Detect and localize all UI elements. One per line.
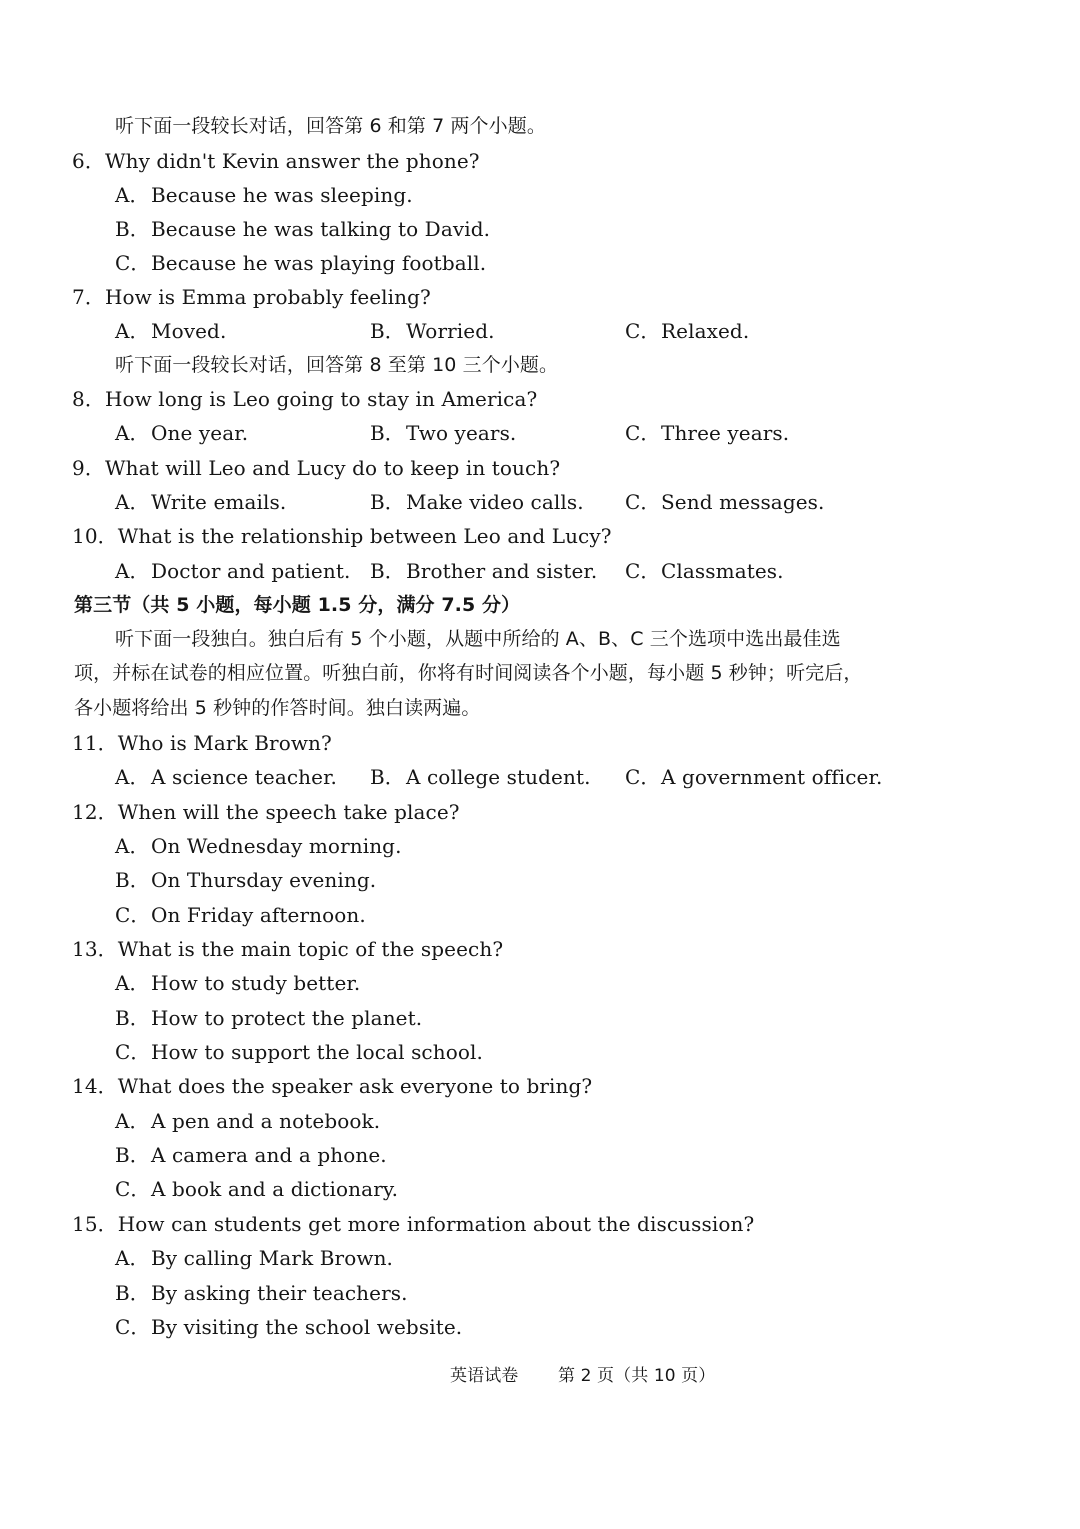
section-3-directions-line2: 项，并标在试卷的相应位置。听独白前，你将有时间阅读各个小题，每小题 5 秒钟；听完后， [74,662,863,684]
question-number: 10． [72,524,118,548]
option-10c: C．Classmates. [625,559,784,583]
question-text: When will the speech take place? [117,800,460,824]
option-10b: B．Brother and sister. [370,559,598,583]
option-8c: C．Three years. [625,421,790,445]
footer-page-number: 第 2 页（共 10 页） [558,1366,716,1386]
question-12 [72,798,460,826]
question-15 [72,1210,754,1238]
option-14a: A．A pen and a notebook. [115,1109,381,1133]
option-9b: B．Make video calls. [370,490,584,514]
instruction-q8-10: 听下面一段较长对话，回答第 8 至第 10 三个小题。 [115,354,559,376]
option-10a: A．Doctor and patient. [115,559,351,583]
option-12a: A．On Wednesday morning. [115,834,402,858]
question-7 [72,283,431,311]
option-14c: C．A book and a dictionary. [115,1177,399,1201]
option-6a: A．Because he was sleeping. [115,183,413,207]
question-text: How is Emma probably feeling? [104,285,431,309]
question-14 [72,1072,592,1100]
option-6b: B．Because he was talking to David. [115,217,491,241]
question-text: Why didn't Kevin answer the phone? [104,149,480,173]
question-number: 14． [72,1074,118,1098]
option-9a: A．Write emails. [115,490,287,514]
instruction-q6-7: 听下面一段较长对话，回答第 6 和第 7 两个小题。 [115,115,546,137]
question-number: 15． [72,1212,118,1236]
section-3-directions-line1: 听下面一段独白。独白后有 5 个小题，从题中所给的 A、B、C 三个选项中选出最佳选 [115,628,841,650]
option-12c: C．On Friday afternoon. [115,903,366,927]
question-6 [72,147,480,175]
option-8b: B．Two years. [370,421,517,445]
footer-subject: 英语试卷 [450,1366,519,1386]
question-text: How can students get more information about the discussion? [117,1212,755,1236]
option-9c: C．Send messages. [625,490,825,514]
question-text: What will Leo and Lucy do to keep in touch? [104,456,561,480]
option-7b: B．Worried. [370,319,495,343]
option-14b: B．A camera and a phone. [115,1143,387,1167]
question-8 [72,385,537,413]
option-11b: B．A college student. [370,765,591,789]
question-number: 8． [72,387,105,411]
option-7c: C．Relaxed. [625,319,750,343]
question-number: 11． [72,731,118,755]
question-number: 7． [72,285,105,309]
option-7a: A．Moved. [115,319,227,343]
option-8a: A．One year. [115,421,249,445]
question-text: How long is Leo going to stay in America? [104,387,538,411]
question-text: What is the relationship between Leo and Lucy? [117,524,612,548]
question-number: 13． [72,937,118,961]
option-12b: B．On Thursday evening. [115,868,377,892]
question-number: 12． [72,800,118,824]
option-15a: A．By calling Mark Brown. [115,1246,394,1270]
section-3-directions-line3: 各小题将给出 5 秒钟的作答时间。独白读两遍。 [74,697,481,719]
option-15c: C．By visiting the school website. [115,1315,463,1339]
question-text: Who is Mark Brown? [117,731,332,755]
option-13c: C．How to support the local school. [115,1040,483,1064]
question-9 [72,454,560,482]
section-3-heading: 第三节（共 5 小题，每小题 1.5 分，满分 7.5 分） [74,594,521,616]
option-6c: C．Because he was playing football. [115,251,487,275]
option-13a: A．How to study better. [115,971,361,995]
option-11a: A．A science teacher. [115,765,338,789]
question-number: 6． [72,149,105,173]
option-15b: B．By asking their teachers. [115,1281,408,1305]
question-11 [72,729,332,757]
question-text: What does the speaker ask everyone to bring? [117,1074,593,1098]
question-13 [72,935,503,963]
question-10 [72,522,612,550]
question-number: 9． [72,456,105,480]
option-11c: C．A government officer. [625,765,883,789]
question-text: What is the main topic of the speech? [117,937,504,961]
option-13b: B．How to protect the planet. [115,1006,423,1030]
